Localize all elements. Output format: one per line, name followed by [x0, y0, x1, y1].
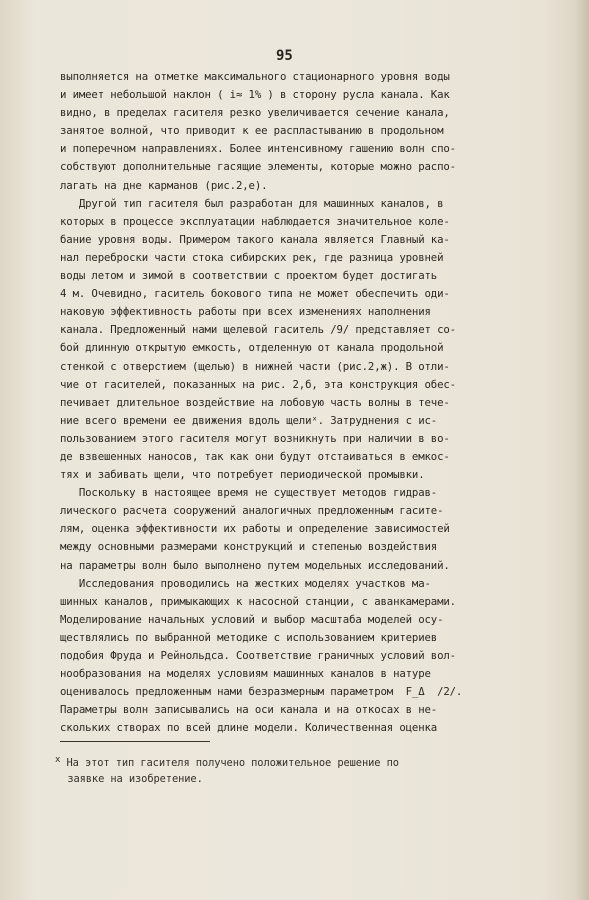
text-line: выполняется на отметке максимального стационарного уровня воды — [60, 70, 450, 83]
text-line: лического расчета сооружений аналогичных предложенным гасите- — [60, 504, 444, 518]
text-line: воды летом и зимой в соответствии с проектом будет достигать — [60, 269, 438, 283]
text-line: ществлялись по выбранной методике с использованием критериев — [60, 630, 438, 644]
text-line: занятое волной, что приводит к ее распластыванию в продольном — [60, 124, 444, 138]
text-line: лагать на дне карманов (рис.2,е). — [60, 178, 268, 192]
page-edge-shadow — [575, 0, 589, 900]
text-line: 4 м. Очевидно, гаситель бокового типа не может обеспечить оди- — [60, 287, 450, 301]
text-line: и поперечном направлениях. Более интенсивному гашению волн спо- — [60, 142, 456, 156]
text-line: пользованием этого гасителя могут возникнуть при наличии в во- — [60, 431, 450, 445]
text-line: Параметры волн записывались на оси канала и на откосах в не- — [60, 703, 438, 717]
text-line: скольких створах по всей длине модели. Количественная оценка — [60, 721, 438, 735]
text-line: тях и забивать щели, что потребует периодической промывки. — [60, 468, 425, 482]
text-line: видно, в пределах гасителя резко увеличивается сечение канала, — [60, 106, 450, 120]
text-line: Исследования проводились на жестких моделях участков ма- — [60, 576, 431, 590]
text-line: Моделирование начальных условий и выбор масштаба моделей осу- — [60, 612, 444, 626]
text-line: лям, оценка эффективности их работы и определение зависимостей — [60, 522, 450, 536]
text-line: на параметры волн было выполнено путем модельных исследований. — [60, 558, 450, 572]
text-line: чие от гасителей, показанных на рис. 2,б, эта конструкция обес- — [60, 377, 456, 391]
text-line: стенкой с отверстием (щелью) в нижней части (рис.2,ж). В отли- — [60, 359, 450, 373]
text-line: де взвешенных наносов, так как они будут отстаиваться в емкос- — [60, 449, 450, 463]
text-line: и имеет небольшой наклон ( i≈ 1% ) в сторону русла канала. Как — [60, 88, 450, 102]
body-text — [60, 68, 530, 737]
footnote — [55, 752, 535, 787]
footnote-rule — [60, 741, 210, 742]
page-number: 95 — [276, 48, 293, 64]
text-line: Поскольку в настоящее время не существует методов гидрав- — [60, 486, 438, 500]
text-line: печивает длительное воздействие на лобовую часть волны в тече- — [60, 395, 450, 409]
text-line: между основными размерами конструкций и степенью воздействия — [60, 540, 438, 554]
footnote-text-1: На этот тип гасителя получено положительное решение по — [66, 757, 399, 769]
text-line: наковую эффективность работы при всех изменениях наполнения — [60, 305, 431, 319]
footnote-mark: x — [55, 755, 61, 765]
text-line: оценивалось предложенным нами безразмерным параметром F_Δ /2/. — [60, 685, 463, 699]
text-line: бание уровня воды. Примером такого канала является Главный ка- — [60, 232, 450, 246]
text-line: нал переброски части стока сибирских рек, где разница уровней — [60, 250, 444, 264]
text-line: подобия Фруда и Рейнольдса. Соответствие граничных условий вол- — [60, 649, 456, 662]
text-line: собствуют дополнительные гасящие элементы, которые можно распо- — [60, 160, 456, 174]
text-line: которых в процессе эксплуатации наблюдается значительное коле- — [60, 214, 450, 228]
footnote-line-1 — [55, 752, 535, 771]
footnote-text-2: заявке на изобретение. — [67, 773, 203, 785]
text-line: бой длинную открытую емкость, отделенную от канала продольной — [60, 341, 444, 355]
text-line: Другой тип гасителя был разработан для машинных каналов, в — [60, 196, 444, 210]
footnote-line-2 — [55, 771, 535, 787]
text-line: шинных каналов, примыкающих к насосной станции, с аванкамерами. — [60, 594, 456, 608]
text-line: канала. Предложенный нами щелевой гаситель /9/ представляет со- — [60, 323, 456, 337]
text-line: ние всего времени ее движения вдоль щелиˣ. Затруднения с ис- — [60, 413, 438, 427]
text-line: нообразования на моделях условиям машинных каналов в натуре — [60, 667, 431, 681]
